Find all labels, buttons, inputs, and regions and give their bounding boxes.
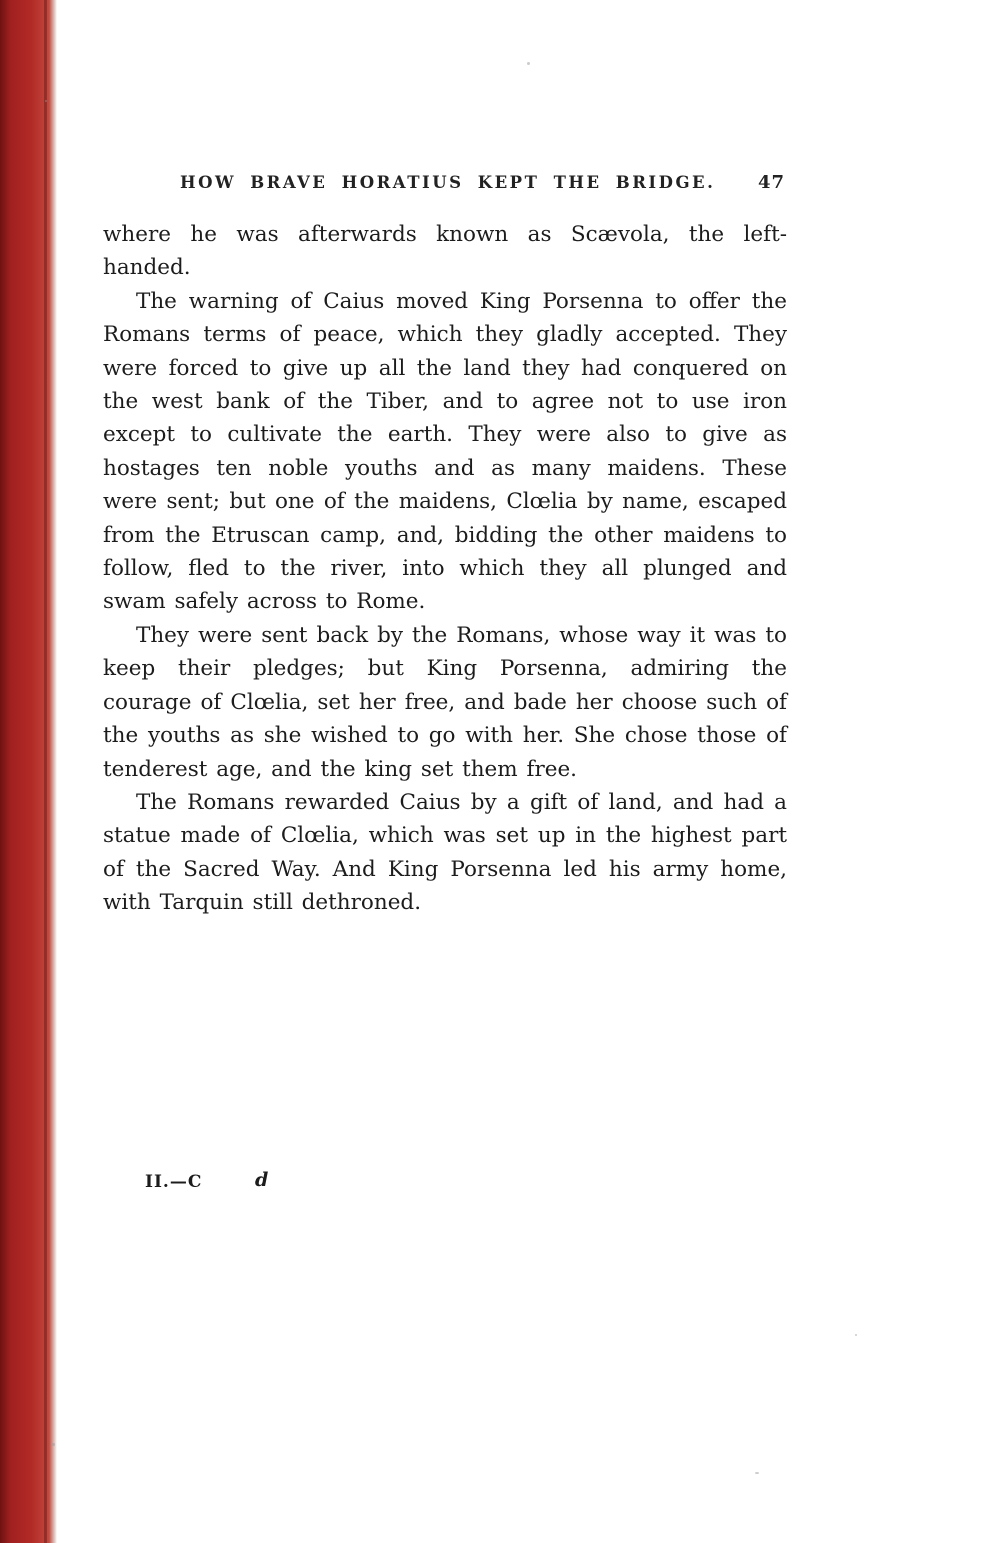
scan-speck	[755, 1472, 759, 1474]
page-footer	[145, 1169, 269, 1192]
scan-speck	[527, 62, 530, 65]
paragraph: They were sent back by the Romans, whose way it was to keep their pledges; but King Porsenna, admiring the courage of Clœlia, set her free, and bade her choose such of the youths as she wished to go with her. She chose those of tenderest age, and the king set them free.	[103, 622, 787, 782]
paragraph: The warning of Caius moved King Porsenna to offer the Romans terms of peace, which they gladly accepted. They were forced to give up all the land they had conquered on the west bank of the Tiber, and to agree not to use iron except to cultivate the earth. They were also to give as hostages ten noble youths and as many maidens. These were sent; but one of the maidens, Clœlia by name, escaped from the Etruscan camp, and, bidding the other maidens to follow, fled to the river, into which they all plunged and swam safely across to Rome.	[103, 288, 787, 615]
book-binding-edge	[0, 0, 57, 1543]
page-number: 47	[757, 172, 785, 193]
scan-speck	[52, 1443, 55, 1446]
running-head	[105, 172, 785, 193]
catchword-mark: d	[255, 1169, 269, 1191]
scan-speck	[855, 1334, 857, 1336]
chapter-title: HOW BRAVE HORATIUS KEPT THE BRIDGE.	[180, 173, 716, 192]
signature-mark: II.—C	[145, 1172, 203, 1192]
paragraph: The Romans rewarded Caius by a gift of land, and had a statue made of Clœlia, which was set up in the highest part of the Sacred Way. And King Porsenna led his army home, with Tarquin still dethroned.	[103, 789, 787, 916]
scan-speck	[45, 100, 47, 102]
paragraph: where he was afterwards known as Scævola, the left-handed.	[103, 222, 787, 281]
body-text	[103, 218, 787, 920]
